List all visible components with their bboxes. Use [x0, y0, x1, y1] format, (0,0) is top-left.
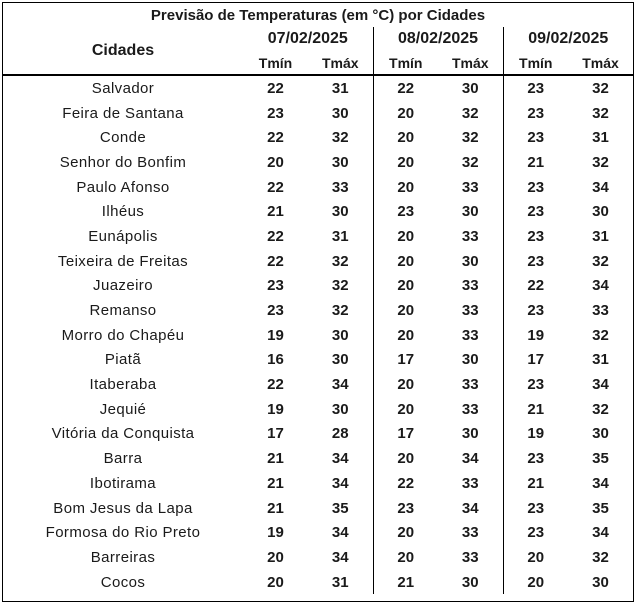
tmax-value: 32: [592, 153, 609, 171]
tmin-value: 19: [267, 400, 284, 418]
date-header-2: 08/02/2025: [373, 27, 503, 51]
tmin-value: 23: [373, 199, 438, 224]
city-name: Cocos: [100, 573, 146, 591]
tmax-value: 33: [461, 302, 479, 320]
tmax-value: 34: [592, 524, 609, 542]
city-name: Morro do Chapéu: [61, 326, 185, 344]
temperature-forecast-table: [3, 3, 633, 594]
table-row: [3, 496, 633, 521]
tmin-value: 20: [373, 224, 438, 249]
tmin-value: 20: [503, 545, 568, 570]
tmax-value: 32: [461, 129, 479, 147]
tmax-value: 35: [331, 499, 349, 517]
tmax-value: 31: [331, 227, 349, 245]
tmin-value: 22: [267, 178, 284, 196]
tmax-value: 32: [331, 129, 349, 147]
table-row: [3, 125, 633, 150]
tmin-value: 23: [503, 101, 568, 126]
city-name: Barreiras: [90, 548, 156, 566]
table-title: Previsão de Temperaturas (em °C) por Cidades: [150, 6, 486, 24]
tmin-value: 21: [373, 570, 438, 595]
tmax-value: 31: [592, 351, 609, 369]
tmin-value: 21: [267, 450, 284, 468]
tmax-value: 30: [461, 351, 479, 369]
table-row: [3, 372, 633, 397]
tmax-value: 32: [592, 548, 609, 566]
table-row: [3, 175, 633, 200]
city-name: Formosa do Rio Preto: [45, 524, 201, 542]
table-row: [3, 274, 633, 299]
tmin-value: 21: [267, 499, 284, 517]
table-row: [3, 323, 633, 348]
table-row: [3, 298, 633, 323]
tmin-header: Tmín: [373, 51, 438, 75]
tmax-value: 32: [461, 153, 479, 171]
tmax-value: 34: [592, 474, 609, 492]
tmin-value: 20: [503, 570, 568, 595]
tmax-value: 31: [331, 573, 349, 591]
tmin-value: 22: [267, 376, 284, 394]
tmax-value: 32: [592, 104, 609, 122]
tmax-value: 34: [592, 277, 609, 295]
date-header-3: 09/02/2025: [503, 27, 633, 51]
tmin-value: 22: [503, 274, 568, 299]
tmin-value: 22: [373, 75, 438, 101]
city-name: Teixeira de Freitas: [57, 252, 189, 270]
tmax-value: 28: [331, 425, 349, 443]
tmin-value: 22: [267, 129, 284, 147]
table-row: [3, 348, 633, 373]
tmin-value: 23: [373, 496, 438, 521]
tmax-value: 32: [592, 400, 609, 418]
tmin-value: 23: [503, 298, 568, 323]
tmax-value: 33: [461, 400, 479, 418]
tmin-value: 19: [267, 326, 284, 344]
tmin-value: 23: [503, 249, 568, 274]
tmax-value: 35: [592, 450, 609, 468]
tmax-value: 33: [461, 548, 479, 566]
city-name: Piatã: [104, 351, 142, 369]
tmax-value: 31: [331, 79, 349, 97]
tmax-value: 30: [331, 153, 349, 171]
tmax-value: 34: [331, 376, 349, 394]
tmin-value: 20: [373, 323, 438, 348]
tmax-value: 34: [592, 376, 609, 394]
tmax-value: 30: [592, 425, 609, 443]
table-row: [3, 520, 633, 545]
table-row: [3, 471, 633, 496]
tmin-value: 23: [503, 372, 568, 397]
city-name: Ilhéus: [101, 203, 145, 221]
tmax-value: 34: [461, 450, 479, 468]
tmin-value: 23: [267, 104, 284, 122]
city-name: Juazeiro: [93, 277, 153, 295]
tmax-value: 34: [331, 524, 349, 542]
tmax-value: 33: [461, 326, 479, 344]
tmax-value: 34: [331, 450, 349, 468]
tmin-header: Tmín: [258, 54, 293, 71]
table-row: [3, 150, 633, 175]
tmin-value: 20: [373, 125, 438, 150]
tmin-value: 23: [503, 496, 568, 521]
tmax-value: 34: [592, 178, 609, 196]
tmax-header: Tmáx: [451, 54, 489, 71]
tmin-value: 20: [373, 397, 438, 422]
city-name: Eunápolis: [88, 227, 158, 245]
city-name: Vitória da Conquista: [51, 425, 195, 443]
tmax-value: 30: [592, 203, 609, 221]
tmin-value: 20: [373, 274, 438, 299]
tmin-value: 20: [373, 520, 438, 545]
city-column-header: Cidades: [91, 41, 155, 59]
tmin-value: 19: [503, 323, 568, 348]
tmax-header: Tmáx: [582, 54, 619, 71]
city-name: Bom Jesus da Lapa: [53, 499, 193, 517]
tmax-value: 33: [461, 376, 479, 394]
tmax-value: 30: [461, 252, 479, 270]
tmax-value: 34: [461, 499, 479, 517]
tmin-value: 23: [267, 277, 284, 295]
table-row: [3, 422, 633, 447]
tmin-value: 23: [503, 520, 568, 545]
tmax-value: 35: [592, 499, 609, 517]
tmin-value: 23: [503, 446, 568, 471]
city-name: Conde: [99, 129, 147, 147]
tmin-value: 17: [373, 422, 438, 447]
tmin-value: 21: [267, 203, 284, 221]
tmin-value: 19: [267, 524, 284, 542]
tmax-value: 32: [461, 104, 479, 122]
tmax-value: 30: [331, 400, 349, 418]
tmin-value: 20: [373, 446, 438, 471]
tmin-value: 21: [503, 471, 568, 496]
tmin-value: 16: [267, 351, 284, 369]
tmin-value: 22: [267, 252, 284, 270]
tmax-value: 30: [331, 203, 349, 221]
tmax-value: 33: [461, 178, 479, 196]
tmax-value: 31: [592, 129, 609, 147]
table-row: [3, 570, 633, 595]
tmax-value: 32: [331, 252, 349, 270]
table-row: [3, 101, 633, 126]
city-name: Salvador: [91, 79, 155, 97]
tmin-value: 20: [373, 175, 438, 200]
tmin-value: 23: [267, 302, 284, 320]
tmin-value: 23: [503, 125, 568, 150]
tmin-value: 21: [503, 150, 568, 175]
city-name: Paulo Afonso: [76, 178, 170, 196]
city-name: Feira de Santana: [62, 104, 184, 122]
tmin-value: 17: [503, 348, 568, 373]
city-name: Itaberaba: [89, 376, 157, 394]
tmax-value: 32: [592, 79, 609, 97]
tmin-value: 17: [267, 425, 284, 443]
tmin-value: 17: [373, 348, 438, 373]
tmin-value: 23: [503, 75, 568, 101]
tmax-value: 30: [331, 104, 349, 122]
tmin-value: 23: [503, 224, 568, 249]
tmax-value: 33: [331, 178, 349, 196]
tmin-value: 20: [373, 101, 438, 126]
table-row: [3, 249, 633, 274]
tmin-value: 23: [503, 199, 568, 224]
tmin-header: Tmín: [503, 51, 568, 75]
table-row: [3, 397, 633, 422]
city-name: Barra: [103, 450, 143, 468]
tmin-value: 21: [503, 397, 568, 422]
tmin-value: 22: [267, 227, 284, 245]
city-name: Remanso: [89, 302, 157, 320]
tmin-value: 20: [373, 372, 438, 397]
city-name: Jequié: [99, 400, 147, 418]
tmax-value: 30: [331, 326, 349, 344]
tmax-value: 32: [331, 302, 349, 320]
tmax-value: 34: [331, 474, 349, 492]
tmax-value: 34: [331, 548, 349, 566]
tmax-value: 33: [592, 302, 609, 320]
tmin-value: 21: [267, 474, 284, 492]
tmax-value: 32: [331, 277, 349, 295]
tmax-value: 33: [461, 227, 479, 245]
tmax-value: 30: [461, 203, 479, 221]
tmin-value: 20: [373, 150, 438, 175]
tmin-value: 20: [267, 153, 284, 171]
tmax-value: 30: [331, 351, 349, 369]
tmin-value: 19: [503, 422, 568, 447]
tmax-value: 33: [461, 277, 479, 295]
tmax-header: Tmáx: [321, 54, 359, 71]
tmin-value: 20: [373, 298, 438, 323]
tmax-value: 32: [592, 252, 609, 270]
date-header-1: 07/02/2025: [267, 30, 348, 47]
table-body: [3, 75, 633, 594]
tmin-value: 20: [373, 545, 438, 570]
table-row: [3, 75, 633, 101]
tmax-value: 32: [592, 326, 609, 344]
tmin-value: 20: [267, 548, 284, 566]
table-row: [3, 199, 633, 224]
tmax-value: 33: [461, 474, 479, 492]
tmax-value: 30: [461, 573, 479, 591]
city-name: Senhor do Bonfim: [59, 153, 187, 171]
tmin-value: 20: [267, 573, 284, 591]
tmax-value: 31: [592, 227, 609, 245]
table-row: [3, 545, 633, 570]
table-row: [3, 224, 633, 249]
tmin-value: 22: [373, 471, 438, 496]
tmax-value: 30: [461, 425, 479, 443]
tmin-value: 22: [267, 79, 284, 97]
tmax-value: 30: [592, 573, 609, 591]
table-row: [3, 446, 633, 471]
city-name: Ibotirama: [89, 474, 157, 492]
tmin-value: 20: [373, 249, 438, 274]
tmax-value: 30: [461, 79, 479, 97]
tmax-value: 33: [461, 524, 479, 542]
tmin-value: 23: [503, 175, 568, 200]
